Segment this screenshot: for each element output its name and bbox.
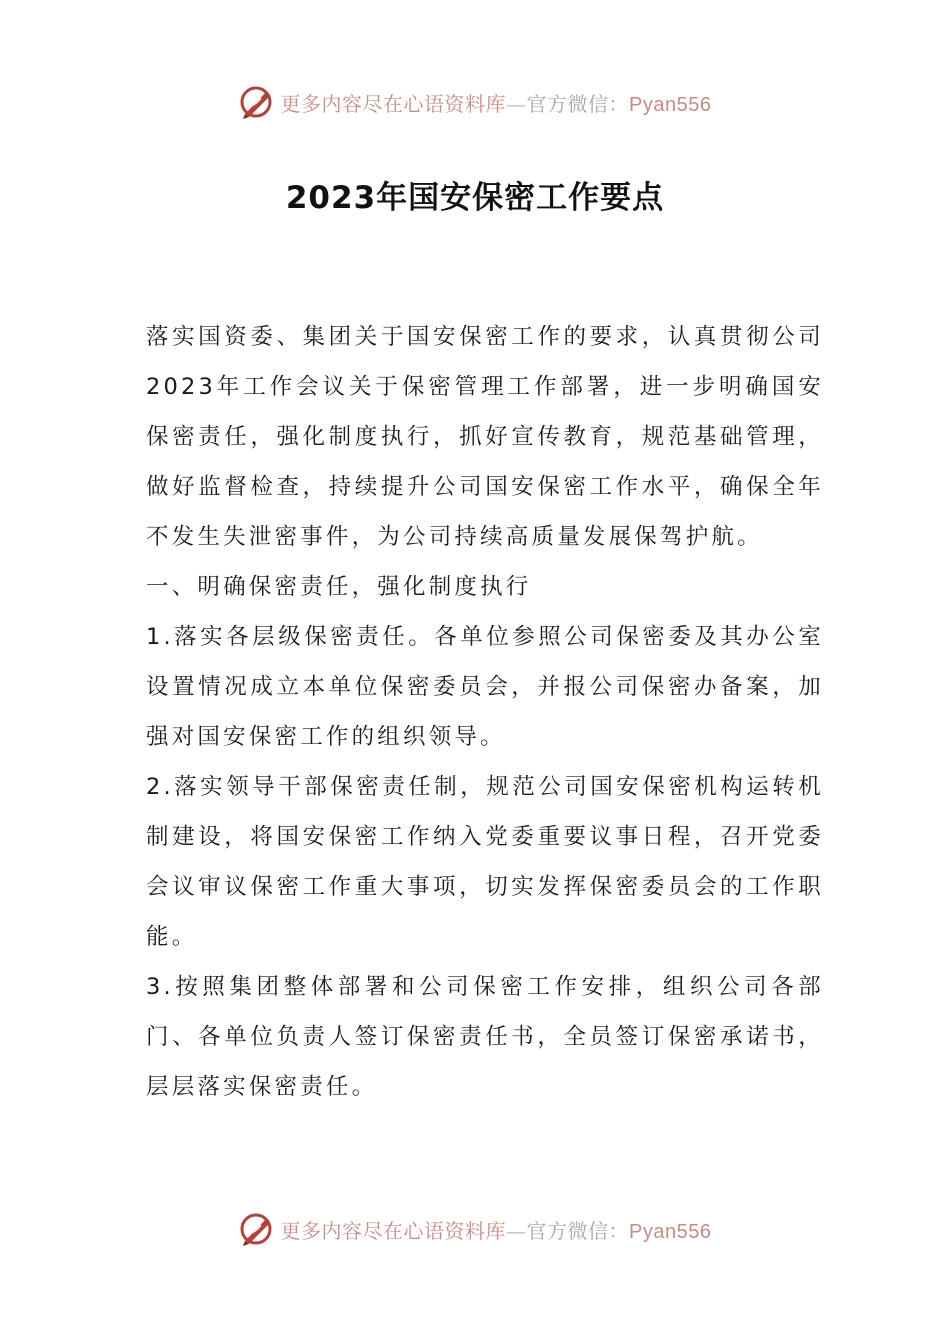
watermark-label: 更多内容尽在心语资料库 bbox=[280, 91, 507, 116]
document-body bbox=[146, 312, 824, 1112]
watermark-separator: — bbox=[506, 1218, 527, 1243]
watermark-official: 官方微信： bbox=[526, 1218, 630, 1243]
watermark-header bbox=[0, 80, 950, 124]
pen-circle-logo-icon bbox=[239, 84, 275, 120]
watermark-wechat-id: Pyan556 bbox=[629, 93, 712, 116]
list-item: 3.按照集团整体部署和公司保密工作安排，组织公司各部门、各单位负责人签订保密责任书，全员签订保密承诺书，层层落实保密责任。 bbox=[146, 974, 824, 1100]
watermark-label: 更多内容尽在心语资料库 bbox=[280, 1218, 507, 1243]
intro-paragraph: 落实国资委、集团关于国安保密工作的要求，认真贯彻公司2023年工作会议关于保密管理工作部署，进一步明确国安保密责任，强化制度执行，抓好宣传教育，规范基础管理，做好监督检查，持续提升公司国安保密工作水平，确保全年不发生失泄密事件，为公司持续高质量发展保驾护航。 bbox=[146, 324, 824, 550]
watermark-footer bbox=[0, 1207, 950, 1251]
watermark-official: 官方微信： bbox=[526, 91, 630, 116]
section-heading: 一、明确保密责任，强化制度执行 bbox=[146, 574, 532, 600]
watermark-text bbox=[281, 1215, 712, 1244]
watermark-wechat-id: Pyan556 bbox=[629, 1220, 712, 1243]
list-item: 1.落实各层级保密责任。各单位参照公司保密委及其办公室设置情况成立本单位保密委员会，并报公司保密办备案，加强对国安保密工作的组织领导。 bbox=[146, 624, 824, 750]
pen-circle-logo-icon bbox=[239, 1211, 275, 1247]
watermark-text bbox=[281, 88, 712, 117]
watermark-separator: — bbox=[506, 91, 527, 116]
page-title: 2023年国安保密工作要点 bbox=[285, 180, 665, 216]
list-item: 2.落实领导干部保密责任制，规范公司国安保密机构运转机制建设，将国安保密工作纳入党委重要议事日程，召开党委会议审议保密工作重大事项，切实发挥保密委员会的工作职能。 bbox=[146, 774, 824, 950]
